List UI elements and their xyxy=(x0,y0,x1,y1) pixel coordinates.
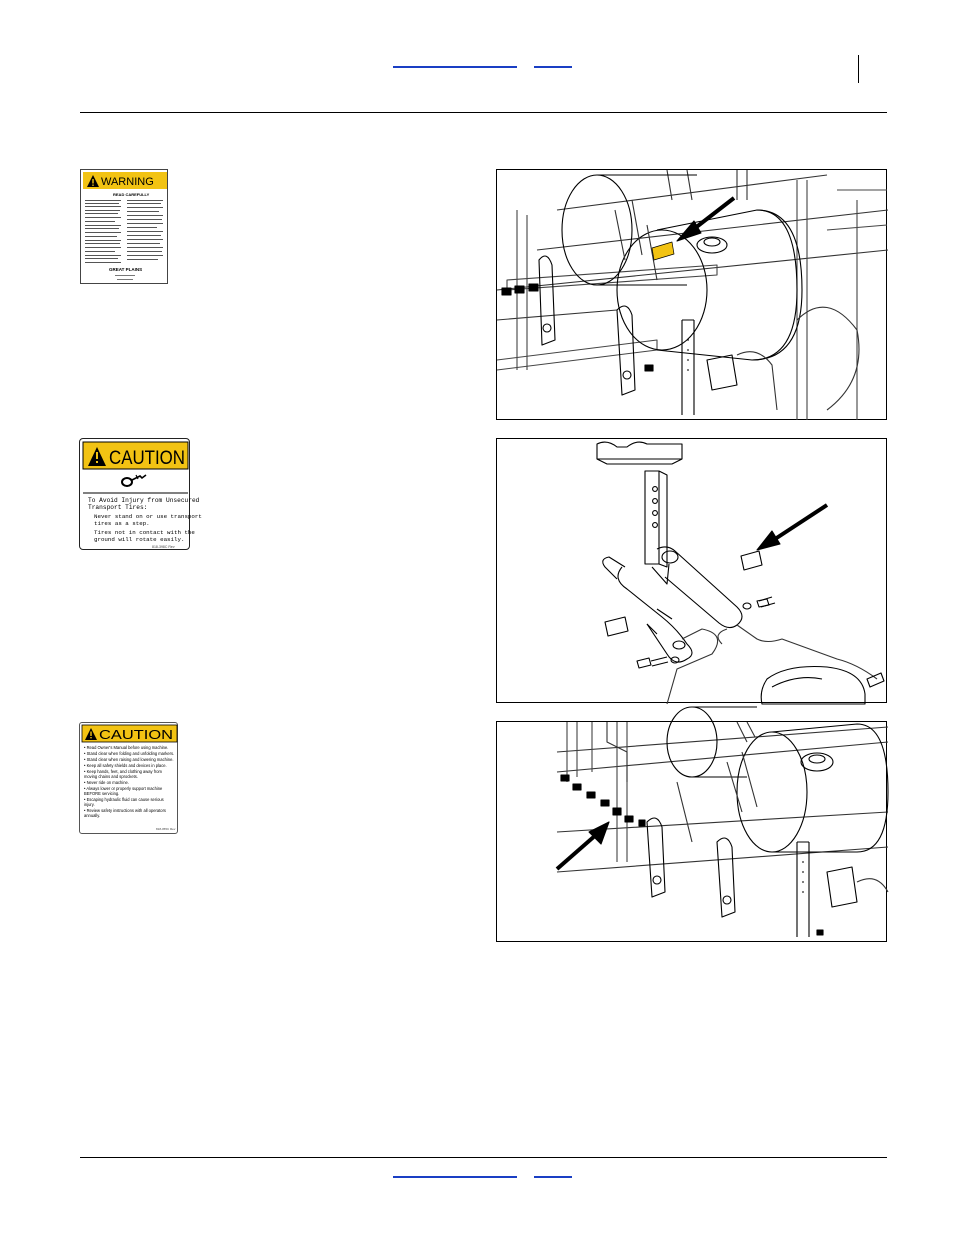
caution-general-item-12: • Review safety instructions with all operators xyxy=(84,808,166,813)
caution-tires-title: CAUTION xyxy=(109,448,185,469)
caution-general-title: CAUTION xyxy=(99,727,173,742)
figure-tank-warning-location xyxy=(496,169,887,420)
caution-tires-line-1: To Avoid Injury from Unsecured xyxy=(88,497,200,504)
caution-tires-line-3: Never stand on or use transport xyxy=(94,513,202,520)
header-link-right[interactable] xyxy=(534,66,572,68)
figure-frame-caution-location xyxy=(496,721,887,942)
caution-general-decal xyxy=(79,722,178,834)
warning-brand: GREAT PLAINS xyxy=(109,267,143,272)
warning-title: WARNING xyxy=(101,176,154,188)
caution-general-item-1: • Read Owner's Manual before using machine. xyxy=(84,745,169,750)
header-link-left[interactable] xyxy=(393,66,517,68)
caution-tires-decal xyxy=(79,438,202,550)
caution-tires-line-4: tires as a step. xyxy=(94,520,150,527)
footer-rule xyxy=(80,1157,887,1158)
caution-general-item-4: • Keep all safety shields and devices in place. xyxy=(84,763,167,768)
warning-subtitle: READ CAREFULLY xyxy=(113,192,150,197)
caution-general-item-5: • Keep hands, feet, and clothing away from xyxy=(84,769,162,774)
figure-transport-tire-arm xyxy=(496,438,887,703)
caution-tires-line-2: Transport Tires: xyxy=(88,504,148,511)
footer-link-left[interactable] xyxy=(393,1176,517,1178)
header-rule xyxy=(80,112,887,113)
footer-link-right[interactable] xyxy=(534,1176,572,1178)
header-vertical-bar xyxy=(858,55,859,83)
caution-general-code: 818-055C Rev xyxy=(156,827,176,831)
caution-general-item-8: • Always lower or properly support machine xyxy=(84,786,163,791)
caution-general-item-2: • Stand clear when folding and unfolding markers. xyxy=(84,751,175,756)
warning-decal xyxy=(80,169,168,284)
caution-general-item-10: • Escaping hydraulic fluid can cause serious xyxy=(84,797,164,802)
caution-tires-code: 818-398C Rev xyxy=(152,545,175,549)
caution-general-item-9: BEFORE servicing. xyxy=(84,791,120,796)
caution-tires-line-5: Tires not in contact with the xyxy=(94,529,195,536)
caution-general-item-13: annually. xyxy=(84,813,101,818)
caution-general-item-11: injury. xyxy=(84,802,95,807)
caution-general-item-6: moving chains and sprockets. xyxy=(84,774,138,779)
caution-general-item-3: • Stand clear when raising and lowering machine. xyxy=(84,757,174,762)
caution-tires-line-6: ground will rotate easily. xyxy=(94,536,185,543)
caution-general-item-7: • Never ride on machine. xyxy=(84,780,129,785)
